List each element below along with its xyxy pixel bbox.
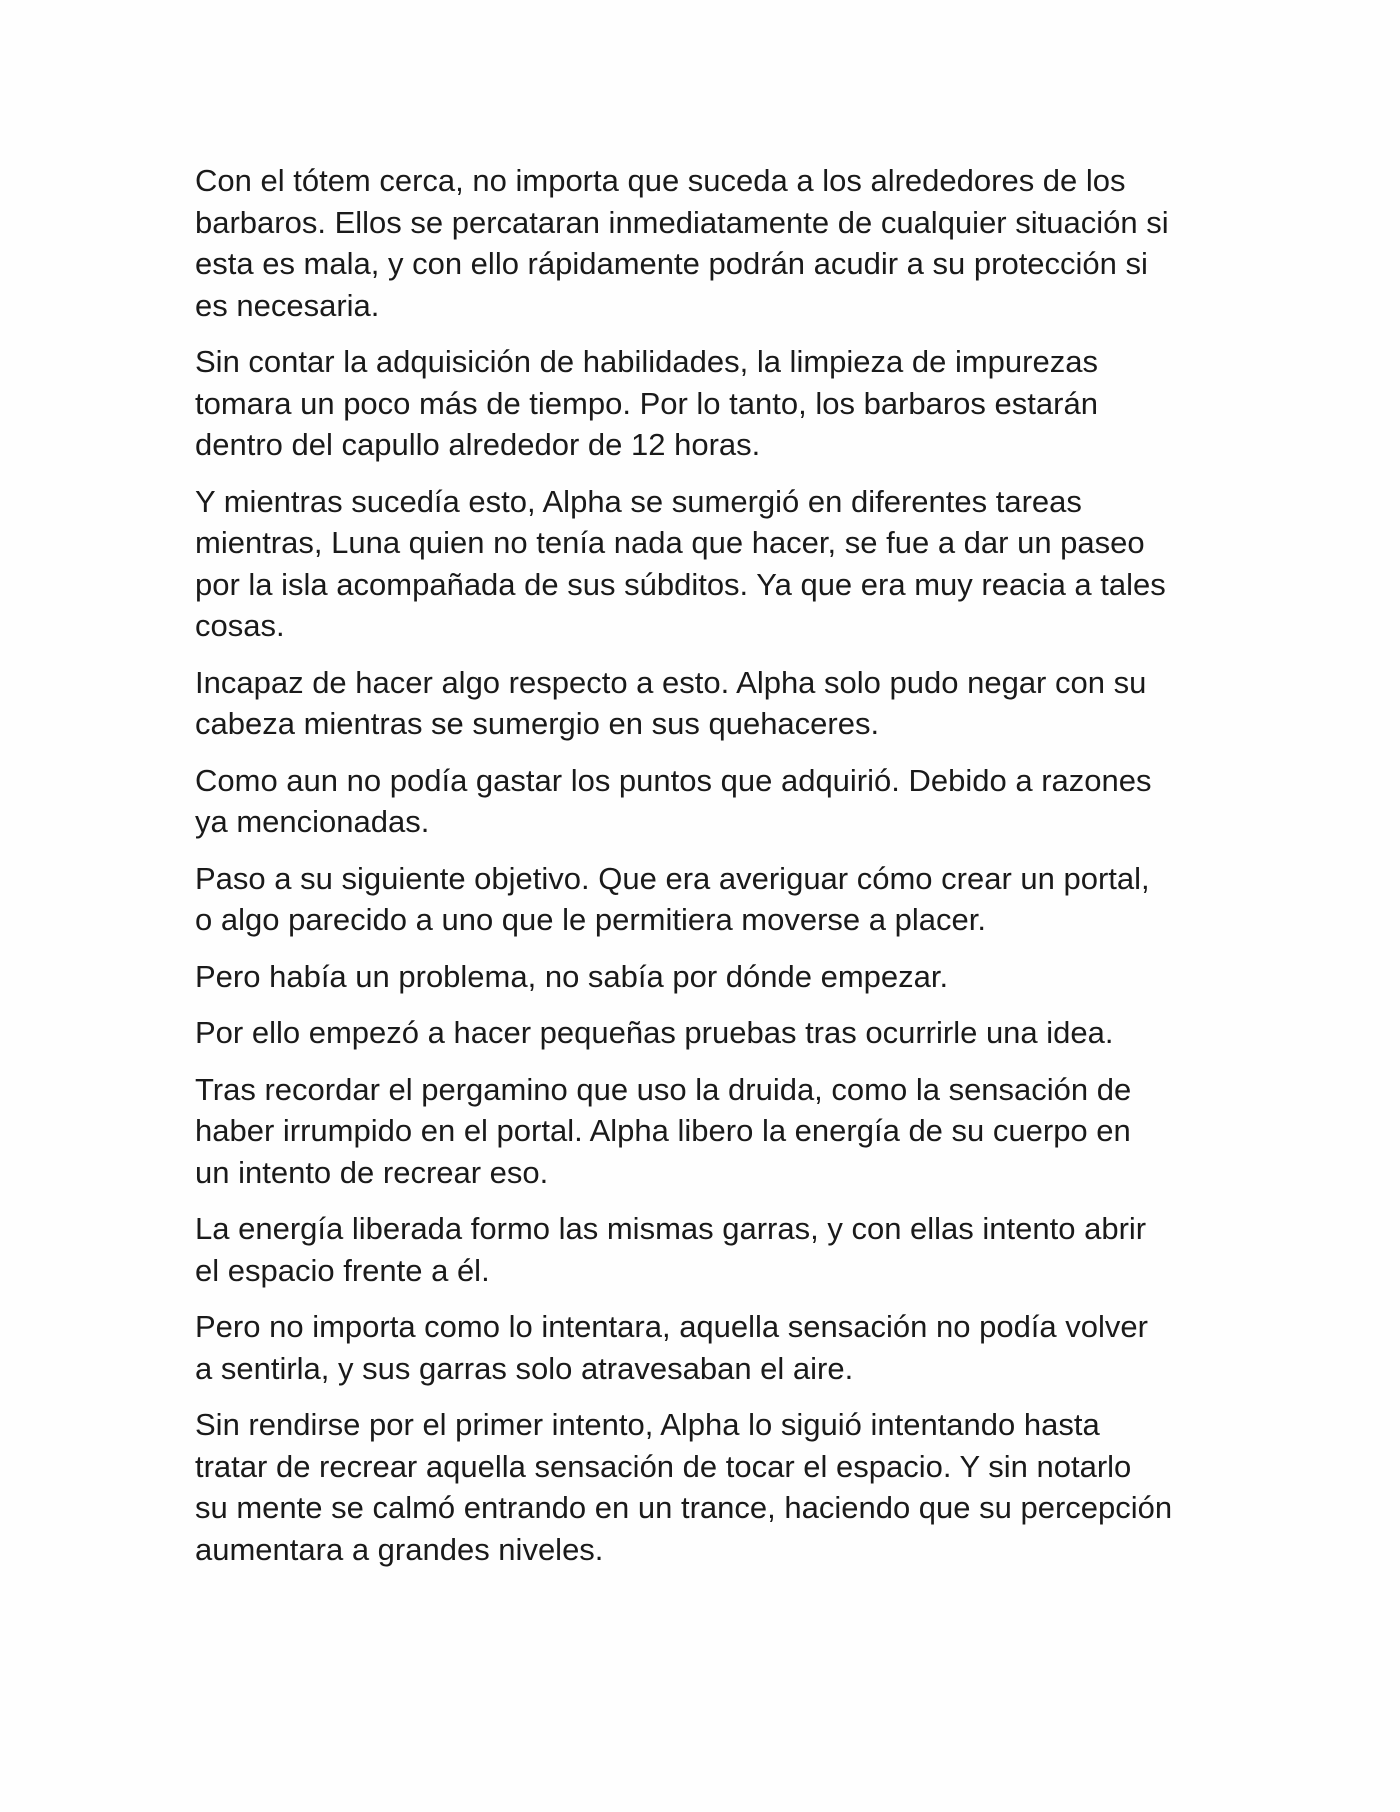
paragraph: Paso a su siguiente objetivo. Que era averiguar cómo crear un portal, o algo parecido a uno que le permitiera moverse a placer. bbox=[195, 860, 1150, 937]
paragraph: Tras recordar el pergamino que uso la druida, como la sensación de haber irrumpido en el portal. Alpha libero la energía de su cuerpo en un intento de recrear eso. bbox=[195, 1071, 1132, 1190]
paragraph: Pero no importa como lo intentara, aquella sensación no podía volver a sentirla, y sus garras solo atravesaban el aire. bbox=[195, 1309, 1148, 1386]
paragraph: Incapaz de hacer algo respecto a esto. Alpha solo pudo negar con su cabeza mientras se sumergio en sus quehaceres. bbox=[195, 664, 1147, 741]
paragraph: Sin contar la adquisición de habilidades, la limpieza de impurezas tomara un poco más de tiempo. Por lo tanto, los barbaros estarán dentro del capullo alrededor de 12 horas. bbox=[195, 344, 1098, 462]
paragraph: Sin rendirse por el primer intento, Alpha lo siguió intentando hasta tratar de recrear aquella sensación de tocar el espacio. Y sin notarlo su mente se calmó entrando en un trance, haciendo que su percepción aumentara a grandes niveles. bbox=[195, 1407, 1173, 1567]
paragraph: Y mientras sucedía esto, Alpha se sumergió en diferentes tareas mientras, Luna quien no tenía nada que hacer, se fue a dar un paseo por la isla acompañada de sus súbditos. Ya que era muy reacia a tales cosas. bbox=[195, 483, 1166, 643]
paragraph: Como aun no podía gastar los puntos que adquirió. Debido a razones ya mencionadas. bbox=[195, 762, 1152, 839]
paragraph: Por ello empezó a hacer pequeñas pruebas tras ocurrirle una idea. bbox=[195, 1015, 1114, 1050]
paragraph: La energía liberada formo las mismas garras, y con ellas intento abrir el espacio frente a él. bbox=[195, 1211, 1147, 1288]
paragraph: Con el tótem cerca, no importa que suceda a los alrededores de los barbaros. Ellos se percataran inmediatamente de cualquier situación si esta es mala, y con ello rápidamente podrán acudir a su protección si es necesaria. bbox=[195, 163, 1169, 323]
text-body bbox=[195, 160, 1225, 1585]
paragraph: Pero había un problema, no sabía por dónde empezar. bbox=[195, 958, 949, 994]
